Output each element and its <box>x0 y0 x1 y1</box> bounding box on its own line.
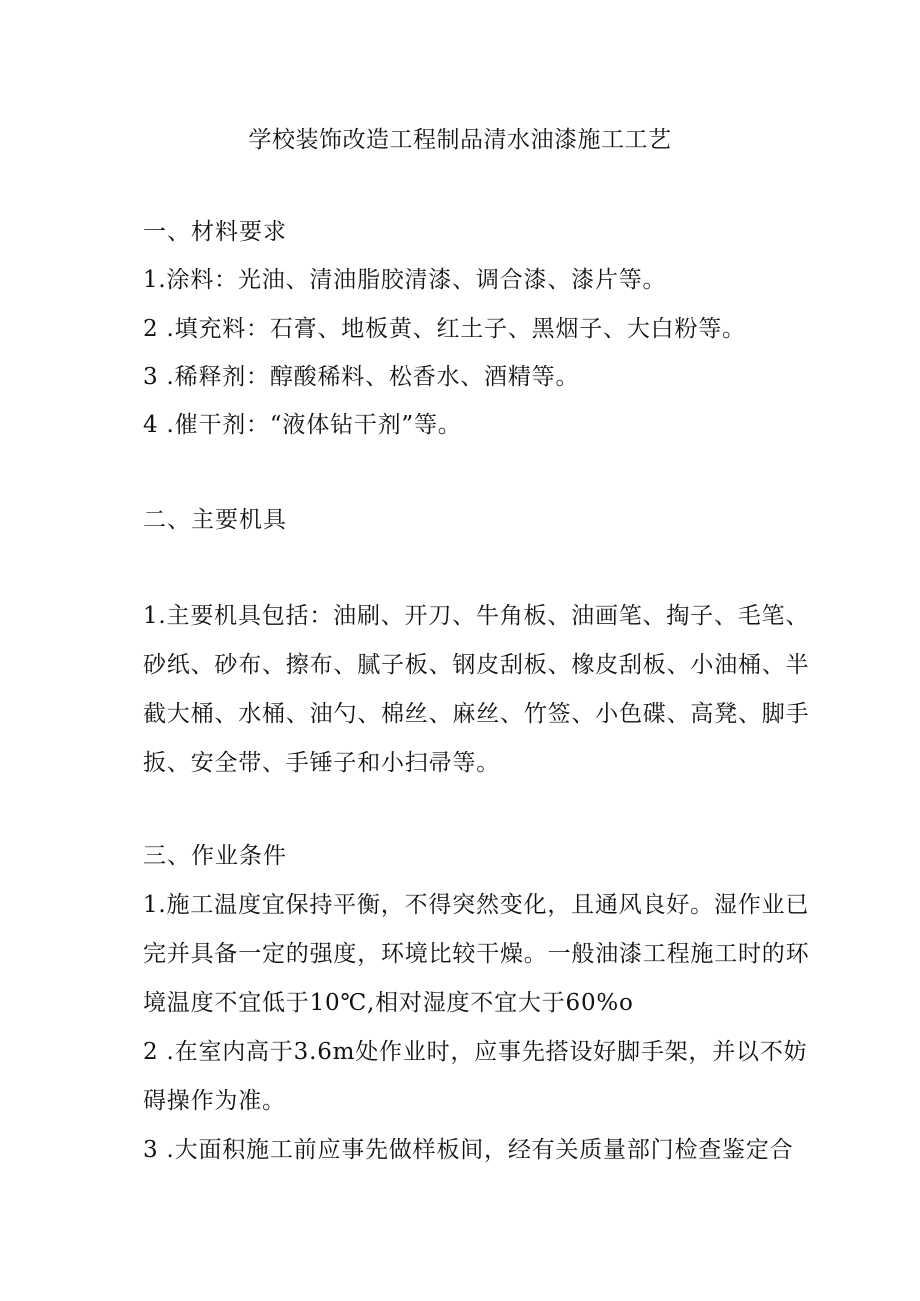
paragraph-line: 截大桶、水桶、油勺、棉丝、麻丝、竹签、小色碟、高凳、脚手 <box>143 701 810 727</box>
paragraph-line: 1.主要机具包括：油刷、开刀、牛角板、油画笔、掏子、毛笔、 <box>143 603 810 629</box>
paragraph-line: 境温度不宜低于10℃,相对湿度不宜大于60%o <box>143 990 634 1016</box>
section-heading-tools: 二、主要机具 <box>143 507 287 533</box>
section-heading-conditions: 三、作业条件 <box>143 843 287 869</box>
paragraph-line: 4 .催干剂：“液体钻干剂”等。 <box>143 412 462 438</box>
paragraph-line: 1.施工温度宜保持平衡，不得突然变化，且通风良好。湿作业已 <box>143 892 810 918</box>
document-title: 学校装饰改造工程制品清水油漆施工工艺 <box>248 127 672 153</box>
paragraph-line: 扳、安全带、手锤子和小扫帚等。 <box>143 750 500 776</box>
paragraph-line: 2 .填充料：石膏、地板黄、红土子、黑烟子、大白粉等。 <box>143 316 746 342</box>
paragraph-line: 2 .在室内高于3.6m处作业时，应事先搭设好脚手架，并以不妨 <box>143 1039 808 1065</box>
paragraph-line: 碍操作为准。 <box>143 1088 286 1114</box>
section-heading-materials: 一、材料要求 <box>143 219 287 245</box>
paragraph-line: 砂纸、砂布、擦布、腻子板、钢皮刮板、橡皮刮板、小油桶、半 <box>143 652 810 678</box>
paragraph-line: 完并具备一定的强度，环境比较干燥。一般油漆工程施工时的环 <box>143 941 810 967</box>
paragraph-line: 3 .大面积施工前应事先做样板间，经有关质量部门检查鉴定合 <box>143 1137 794 1163</box>
paragraph-line: 1.涂料：光油、清油脂胶清漆、调合漆、漆片等。 <box>143 267 667 293</box>
paragraph-line: 3 .稀释剂：醇酸稀料、松香水、酒精等。 <box>143 364 580 390</box>
